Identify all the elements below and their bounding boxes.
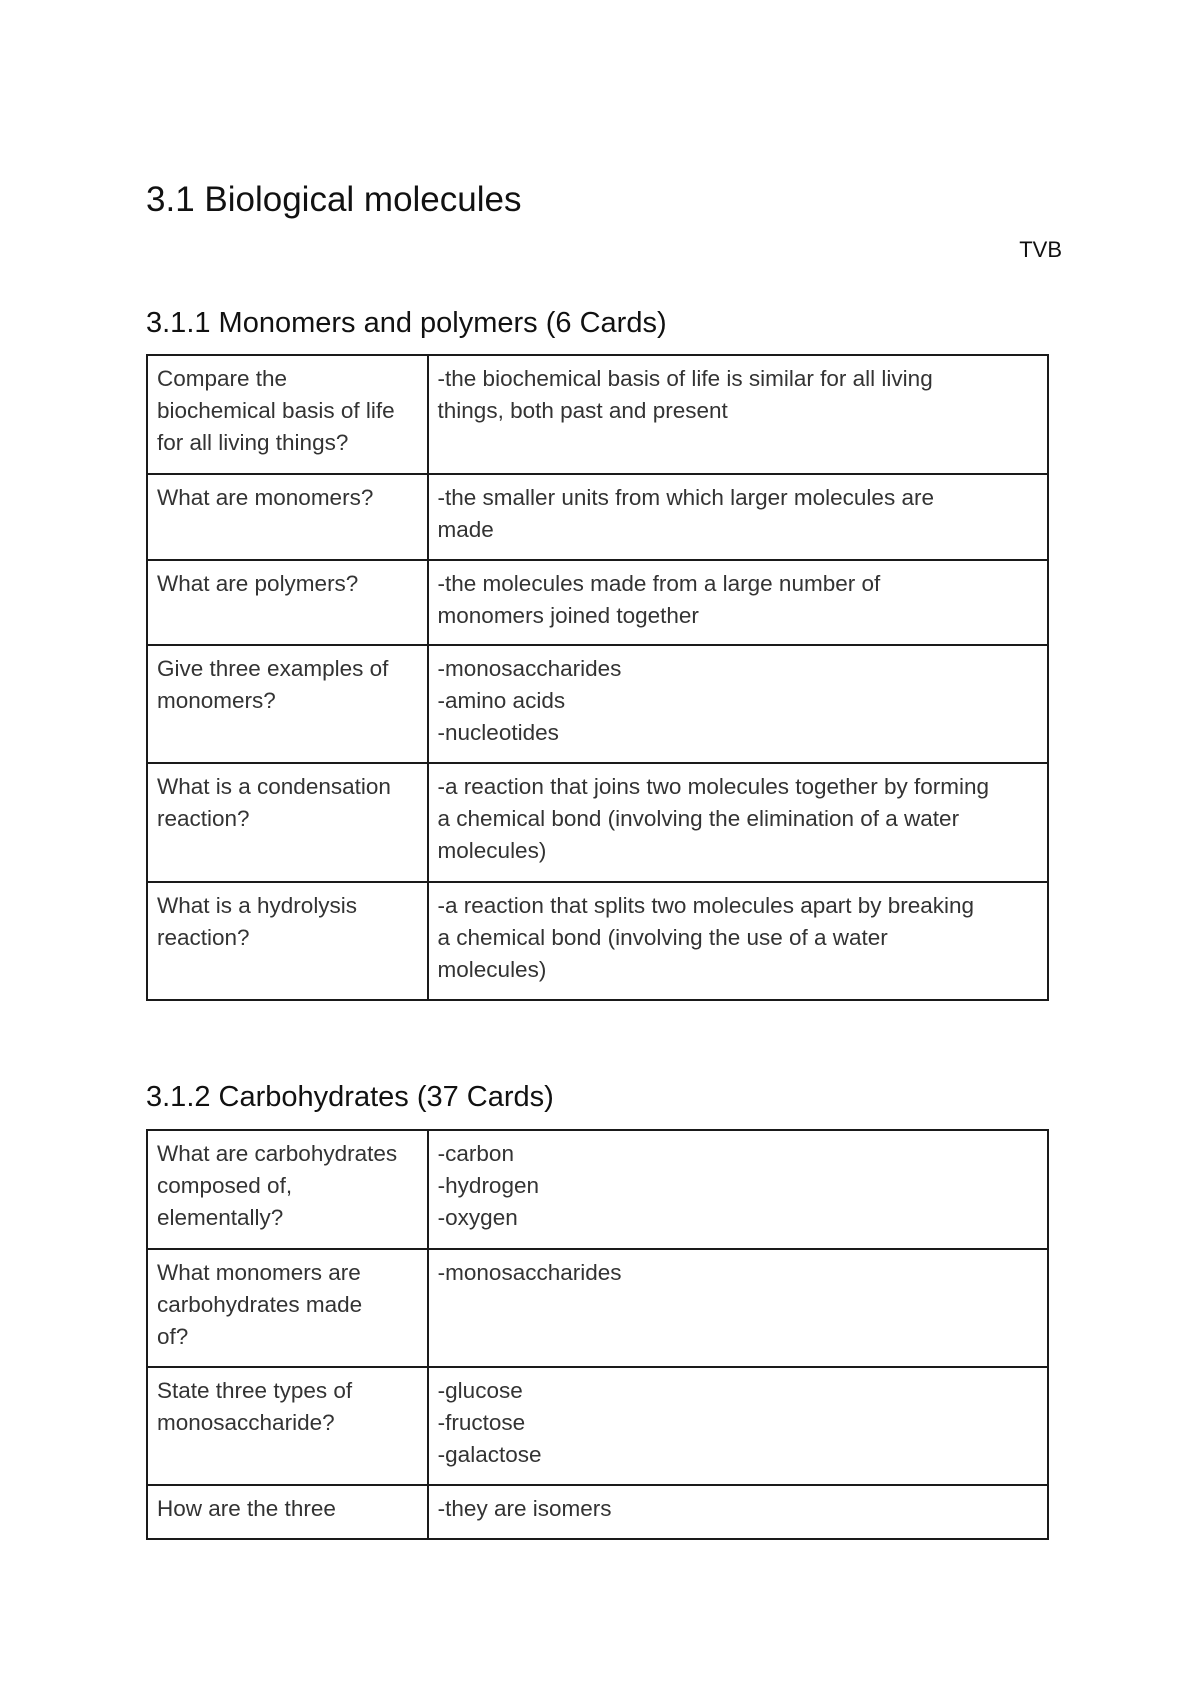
card-answer: -the smaller units from which larger molecules are made [428,474,1048,560]
card-answer: -monosaccharides [428,1249,1048,1367]
card-row [147,763,1048,882]
section-heading-carbohydrates: 3.1.2 Carbohydrates (37 Cards) [146,1081,554,1113]
card-question: What is a hydrolysis reaction? [147,882,428,1000]
flashcard-table-carbohydrates [146,1129,1049,1540]
card-question: State three types of monosaccharide? [147,1367,428,1485]
card-answer: -the molecules made from a large number of monomers joined together [428,560,1048,645]
card-row [147,1367,1048,1485]
card-question: What are monomers? [147,474,428,560]
card-row [147,560,1048,645]
card-row [147,645,1048,763]
card-question: Compare the biochemical basis of life for all living things? [147,355,428,474]
card-question: What monomers are carbohydrates made of? [147,1249,428,1367]
card-row [147,882,1048,1000]
card-answer: -the biochemical basis of life is similar for all living things, both past and present [428,355,1048,474]
card-question: What is a condensation reaction? [147,763,428,882]
card-row [147,1249,1048,1367]
card-answer: -monosaccharides -amino acids -nucleotides [428,645,1048,763]
page-title: 3.1 Biological molecules [146,180,522,219]
author-initials: TVB [1019,237,1062,262]
card-answer: -glucose -fructose -galactose [428,1367,1048,1485]
card-row [147,355,1048,474]
card-answer: -a reaction that splits two molecules apart by breaking a chemical bond (involving the use of a water molecules) [428,882,1048,1000]
card-row [147,474,1048,560]
flashcard-table-monomers-polymers [146,354,1049,1001]
card-question: How are the three [147,1485,428,1539]
card-answer: -they are isomers [428,1485,1048,1539]
card-answer: -a reaction that joins two molecules together by forming a chemical bond (involving the elimination of a water molecules) [428,763,1048,882]
card-question: What are carbohydrates composed of, elementally? [147,1130,428,1249]
card-question: Give three examples of monomers? [147,645,428,763]
section-heading-monomers-polymers: 3.1.1 Monomers and polymers (6 Cards) [146,307,667,339]
card-row [147,1130,1048,1249]
card-row [147,1485,1048,1539]
card-answer: -carbon -hydrogen -oxygen [428,1130,1048,1249]
card-question: What are polymers? [147,560,428,645]
